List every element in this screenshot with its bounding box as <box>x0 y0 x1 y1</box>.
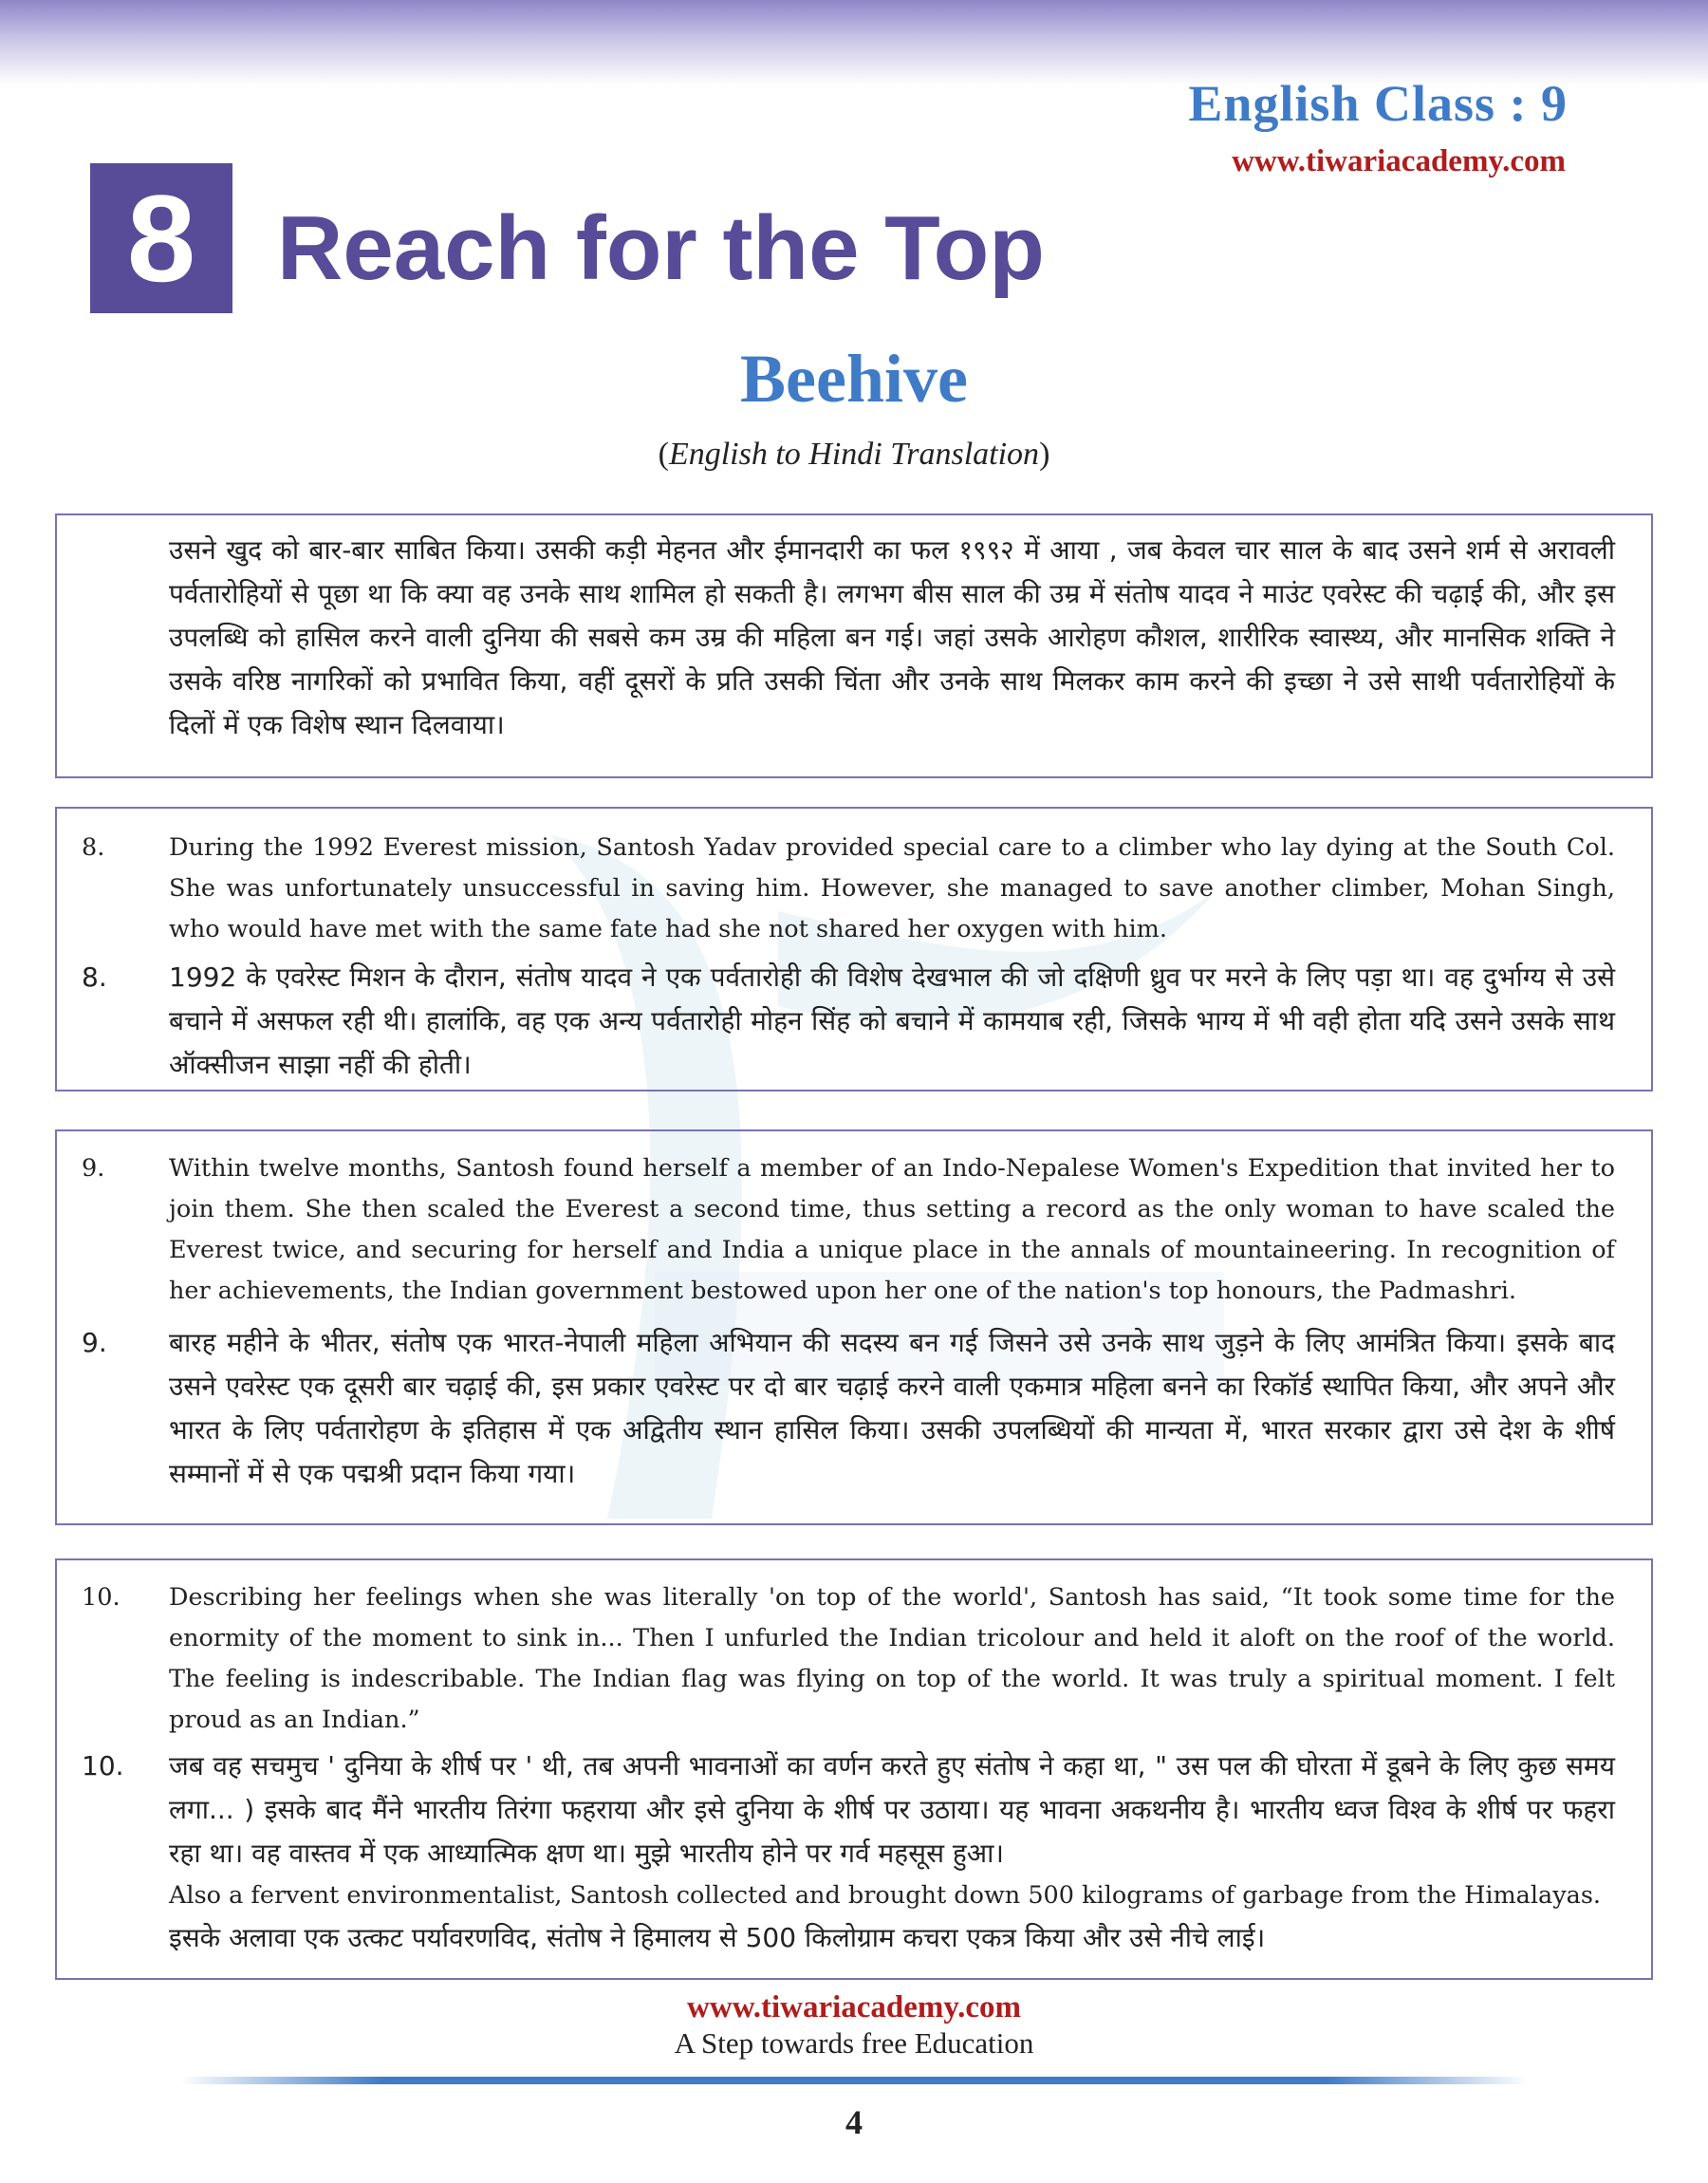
hindi-paragraph <box>82 956 1626 1087</box>
english-text: During the 1992 Everest mission, Santosh Yadav provided special care to a climber who lay dying at the South Col. She was unfortunately unsuccessful in saving him. However, she managed to save another climber, Mohan Singh, who would have met with the same fate had she not shared her oxygen with him. <box>169 833 1615 943</box>
paragraph-number: 10. <box>82 1583 121 1612</box>
paragraph-box-9 <box>55 1129 1653 1525</box>
continued-paragraph <box>82 529 1626 747</box>
chapter-number-badge: 8 <box>90 163 232 313</box>
english-text: Describing her feelings when she was literally 'on top of the world', Santosh has said, “It took some time for the enormity of the moment to sink in... Then I unfurled the Indian tricolour and held it aloft on the roof of the world. The feeling is indescribable. The Indian flag was flying on top of the world. It was truly a spiritual moment. I felt proud as an Indian.” <box>169 1583 1615 1734</box>
page-number: 4 <box>845 2103 863 2141</box>
paragraph-number: 10. <box>82 1750 124 1782</box>
book-title: Beehive <box>740 341 968 417</box>
hindi-text: उसने खुद को बार-बार साबित किया। उसकी कड़ी मेहनत और ईमानदारी का फल १९९२ में आया , जब केवल चार साल के बाद उसने शर्म से अरावली पर्वतारोहियों से पूछा था कि क्या वह उनके साथ शामिल हो सकती है। लगभग बीस साल की उम्र में संतोष यादव ने माउंट एवरेस्ट की चढ़ाई की, और इस उपलब्धि को हासिल करने वाली दुनिया की सबसे कम उम्र की महिला बन गई। जहां उसके आरोहण कौशल, शारीरिक स्वास्थ्य, और मानसिक शक्ति ने उसके वरिष्ठ नागरिकों को प्रभावित किया, वहीं दूसरों के प्रति उसकी चिंता और उनके साथ मिलकर काम करने की इच्छा ने उसे साथी पर्वतारोहियों के दिलों में एक विशेष स्थान दिलवाया। <box>169 534 1615 740</box>
subtitle: (English to Hindi Translation) <box>658 437 1050 472</box>
extra-english-line <box>82 1875 1626 1916</box>
class-title: English Class : 9 <box>1188 75 1568 132</box>
top-gradient-band <box>0 0 1708 85</box>
paragraph-number: 9. <box>82 1154 105 1183</box>
paragraph-box-continuation <box>55 513 1653 778</box>
hindi-paragraph <box>82 1321 1626 1496</box>
subtitle-text: English to Hindi Translation <box>668 437 1040 472</box>
footer-divider <box>180 2077 1528 2084</box>
hindi-paragraph <box>82 1745 1626 1875</box>
english-text: Also a fervent environmentalist, Santosh collected and brought down 500 kilograms of garbage from the Himalayas. <box>169 1881 1602 1910</box>
extra-hindi-line <box>82 1916 1626 1960</box>
hindi-text: बारह महीने के भीतर, संतोष एक भारत-नेपाली महिला अभियान की सदस्य बन गई जिसने उसे उनके साथ जुड़ने के लिए आमंत्रित किया। इसके बाद उसने एवरेस्ट एक दूसरी बार चढ़ाई की, इस प्रकार एवरेस्ट पर दो बार चढ़ाई करने वाली एकमात्र महिला बनने का रिकॉर्ड स्थापित किया, और अपने और भारत के लिए पर्वतारोहण के इतिहास में एक अद्वितीय स्थान हासिल किया। उसकी उपलब्धियों की मान्यता में, भारत सरकार द्वारा उसे देश के शीर्ष सम्मानों में से एक पद्मश्री प्रदान किया गया। <box>169 1327 1615 1489</box>
chapter-title: Reach for the Top <box>277 197 1045 299</box>
paragraph-number: 8. <box>82 833 105 862</box>
english-text: Within twelve months, Santosh found herself a member of an Indo-Nepalese Women's Expedition that invited her to join them. She then scaled the Everest a second time, thus setting a record as the only woman to have scaled the Everest twice, and securing for herself and India a unique place in the annals of mountaineering. In recognition of her achievements, the Indian government bestowed upon her one of the nation's top honours, the Padmashri. <box>169 1154 1615 1305</box>
footer-tagline: A Step towards free Education <box>674 2026 1034 2060</box>
hindi-text: 1992 के एवरेस्ट मिशन के दौरान, संतोष यादव ने एक पर्वतारोही की विशेष देखभाल की जो दक्षिणी ध्रुव पर मरने के लिए पड़ा था। वह दुर्भाग्य से उसे बचाने में असफल रही थी। हालांकि, वह एक अन्य पर्वतारोही मोहन सिंह को बचाने में कामयाब रही, जिसके भाग्य में भी वही होता यदि उसने उसके साथ ऑक्सीजन साझा नहीं की होती। <box>169 961 1615 1080</box>
english-paragraph <box>82 1148 1626 1312</box>
hindi-text: जब वह सचमुच ' दुनिया के शीर्ष पर ' थी, तब अपनी भावनाओं का वर्णन करते हुए संतोष ने कहा था, " उस पल की घोरता में डूबने के लिए कुछ समय लगा... ) इसके बाद मैंने भारतीय तिरंगा फहराया और इसे दुनिया के शीर्ष पर उठाया। यह भावना अकथनीय है। भारतीय ध्वज विश्व के शीर्ष पर फहरा रहा था। वह वास्तव में एक आध्यात्मिक क्षण था। मुझे भारतीय होने पर गर्व महसूस हुआ। <box>169 1750 1615 1869</box>
english-paragraph <box>82 1577 1626 1741</box>
paragraph-number: 8. <box>82 961 107 993</box>
paragraph-box-10 <box>55 1558 1653 1980</box>
paragraph-number: 9. <box>82 1327 107 1358</box>
footer-website-link[interactable]: www.tiwariacademy.com <box>687 1990 1021 2024</box>
header-website-link[interactable]: www.tiwariacademy.com <box>1232 144 1566 178</box>
paragraph-box-8 <box>55 807 1653 1092</box>
hindi-text: इसके अलावा एक उत्कट पर्यावरणविद, संतोष ने हिमालय से 500 किलोग्राम कचरा एकत्र किया और उसे नीचे लाई। <box>169 1922 1266 1953</box>
english-paragraph <box>82 828 1626 950</box>
